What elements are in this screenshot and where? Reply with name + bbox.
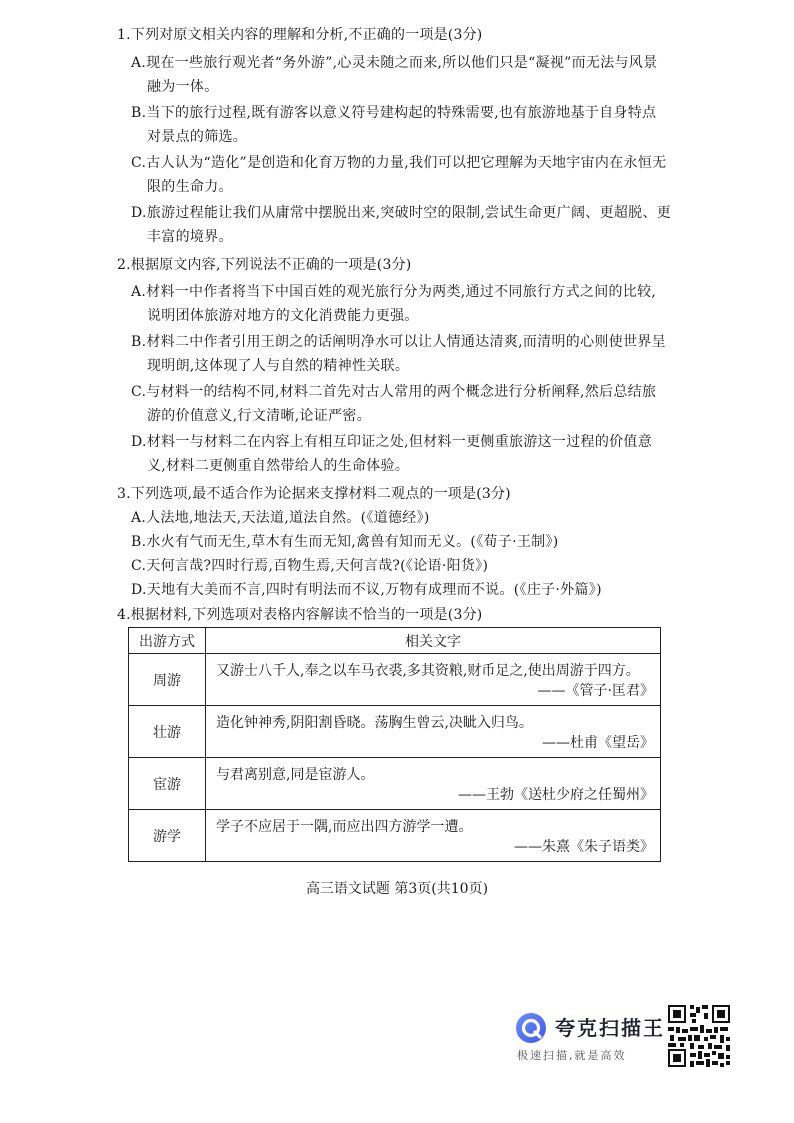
table-row bbox=[129, 654, 661, 706]
qr-code-icon bbox=[666, 1003, 732, 1069]
table-source: ——杜甫《望岳》 bbox=[542, 734, 654, 751]
question-3-stem: 3.下列选项,最不适合作为论据来支撑材料二观点的一项是(3分) bbox=[117, 486, 511, 502]
table-cell-text bbox=[206, 706, 661, 758]
table-cell-text bbox=[206, 810, 661, 862]
question-3-option-d: D.天地有大美而不言,四时有明法而不议,万物有成理而不说。(《庄子·外篇》) bbox=[131, 582, 602, 598]
table-header-mode: 出游方式 bbox=[129, 628, 206, 654]
quark-logo-icon bbox=[515, 1012, 547, 1044]
question-1-option-a: A.现在一些旅行观光者“务外游”,心灵未随之而来,所以他们只是“凝视”而无法与风景 bbox=[131, 55, 658, 71]
question-3-option-c: C.天何言哉?四时行焉,百物生焉,天何言哉?(《论语·阳货》) bbox=[131, 558, 489, 574]
table-quote: 与君离别意,同是宦游人。 bbox=[216, 766, 375, 783]
table-quote: 又游士八千人,奉之以车马衣裘,多其资粮,财币足之,使出周游于四方。 bbox=[216, 662, 640, 679]
question-1-option-b-cont: 对景点的筛选。 bbox=[147, 129, 248, 145]
table-cell-text bbox=[206, 654, 661, 706]
table-row bbox=[129, 758, 661, 810]
table-cell-mode: 周游 bbox=[129, 654, 206, 706]
table-quote: 造化钟神秀,阴阳割昏晓。荡胸生曾云,决眦入归鸟。 bbox=[216, 714, 533, 731]
table-cell-mode: 宦游 bbox=[129, 758, 206, 810]
table-row bbox=[129, 810, 661, 862]
question-1-option-c-cont: 限的生命力。 bbox=[147, 179, 233, 195]
question-2-option-d: D.材料一与材料二在内容上有相互印证之处,但材料一更侧重旅游这一过程的价值意 bbox=[131, 434, 653, 450]
question-2-option-d-cont: 义,材料二更侧重自然带给人的生命体验。 bbox=[147, 458, 410, 474]
table-cell-mode: 壮游 bbox=[129, 706, 206, 758]
table-source: ——王勃《送杜少府之任蜀州》 bbox=[458, 786, 654, 803]
brand-slogan: 极速扫描,就是高效 bbox=[517, 1049, 627, 1062]
question-2-option-c-cont: 游的价值意义,行文清晰,论证严密。 bbox=[147, 408, 371, 424]
question-2-option-a: A.材料一中作者将当下中国百姓的观光旅行分为两类,通过不同旅行方式之间的比较, bbox=[131, 284, 657, 300]
question-2-option-c: C.与材料一的结构不同,材料二首先对古人常用的两个概念进行分析阐释,然后总结旅 bbox=[131, 384, 657, 400]
table-cell-text bbox=[206, 758, 661, 810]
question-2-option-a-cont: 说明团体旅游对地方的文化消费能力更强。 bbox=[147, 308, 419, 324]
question-4-stem: 4.根据材料,下列选项对表格内容解读不恰当的一项是(3分) bbox=[117, 607, 483, 623]
page-footer: 高三语文试题 第3页(共10页) bbox=[305, 881, 489, 897]
question-3-option-b: B.水火有气而无生,草木有生而无知,禽兽有知而无义。(《荀子·王制》) bbox=[131, 534, 559, 550]
table-source: ——《管子·匡君》 bbox=[537, 682, 654, 699]
table-cell-mode: 游学 bbox=[129, 810, 206, 862]
question-1-option-b: B.当下的旅行过程,既有游客以意义符号建构起的特殊需要,也有旅游地基于自身特点 bbox=[131, 105, 657, 121]
table-quote: 学子不应居于一隅,而应出四方游学一遭。 bbox=[216, 818, 473, 835]
question-1-option-a-cont: 融为一体。 bbox=[147, 79, 219, 95]
table-header-row bbox=[129, 628, 661, 654]
question-1-option-d-cont: 丰富的境界。 bbox=[147, 229, 233, 245]
question-2-option-b: B.材料二中作者引用王朗之的话阐明净水可以让人情通达清爽,而清明的心则使世界呈 bbox=[131, 334, 666, 350]
question-3-option-a: A.人法地,地法天,天法道,道法自然。(《道德经》) bbox=[131, 510, 430, 526]
question-1-option-c: C.古人认为“造化”是创造和化育万物的力量,我们可以把它理解为天地宇宙内在永恒无 bbox=[131, 155, 667, 171]
table-source: ——朱熹《朱子语类》 bbox=[514, 838, 654, 855]
brand-name: 夸克扫描王 bbox=[555, 1016, 665, 1040]
table-row bbox=[129, 706, 661, 758]
question-1-stem: 1.下列对原文相关内容的理解和分析,不正确的一项是(3分) bbox=[117, 27, 483, 43]
question-1-option-d: D.旅游过程能让我们从庸常中摆脱出来,突破时空的限制,尝试生命更广阔、更超脱、更 bbox=[131, 205, 672, 221]
question-2-option-b-cont: 现明朗,这体现了人与自然的精神性关联。 bbox=[147, 358, 410, 374]
question-2-stem: 2.根据原文内容,下列说法不正确的一项是(3分) bbox=[117, 257, 412, 273]
travel-mode-table bbox=[128, 627, 661, 862]
table-header-text: 相关文字 bbox=[206, 628, 661, 654]
